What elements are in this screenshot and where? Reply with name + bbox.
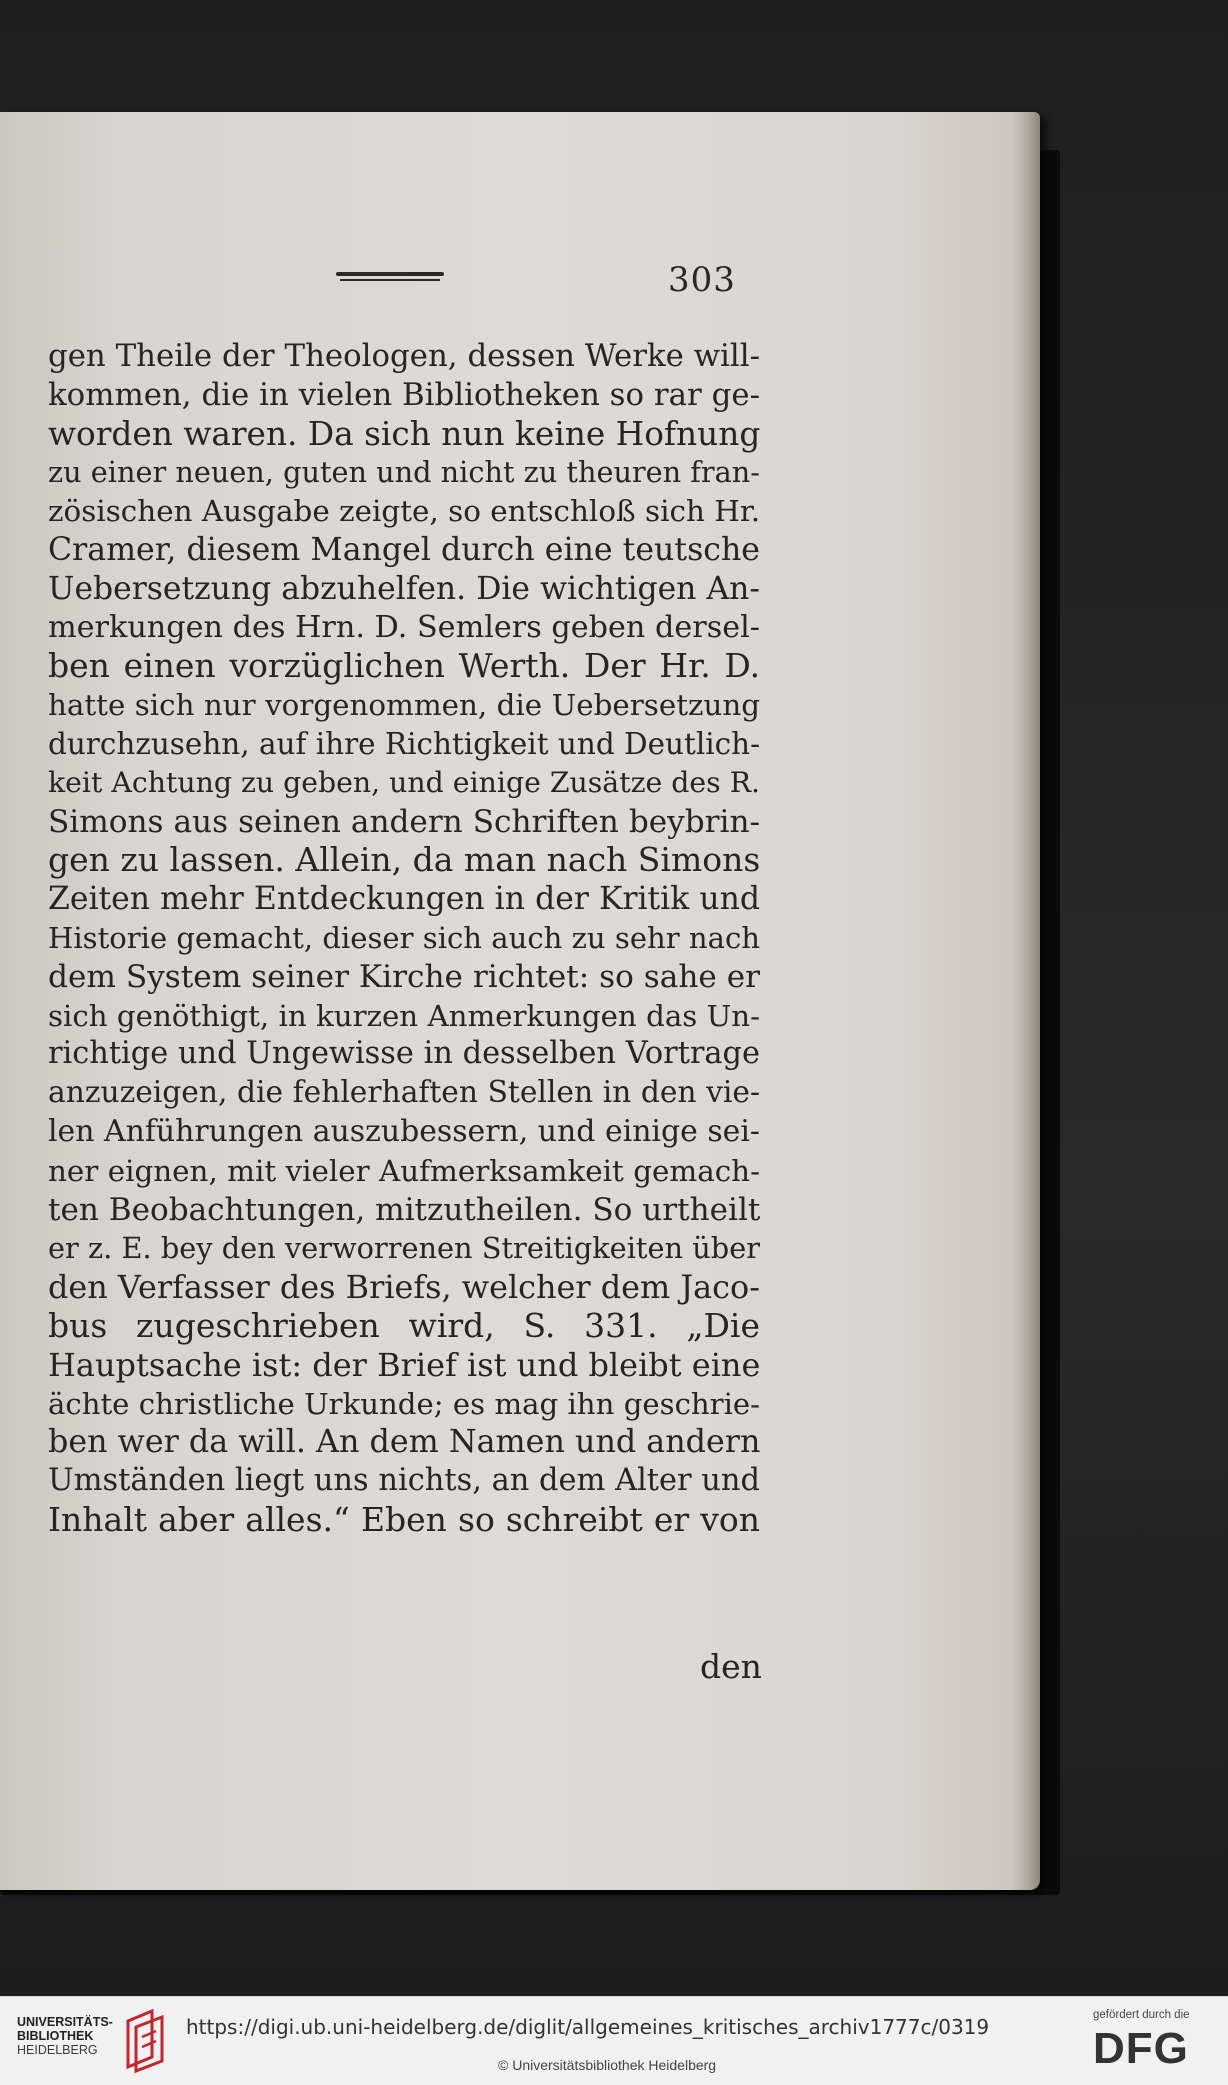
text-line: er z. E. bey den verworrenen Streitigkeiten über [48,1231,760,1266]
text-line: durchzusehn, auf ihre Richtigkeit und Deutlich- [48,726,761,761]
text-line: richtige und Ungewisse in desselben Vortrage [48,1036,760,1072]
text-line: Uebersetzung abzuhelfen. Die wichtigen An- [48,570,760,607]
text-line: kommen, die in vielen Bibliotheken so rar ge- [48,376,760,413]
page-edge [1012,112,1040,1890]
page-number: 303 [668,260,736,300]
text-line: ben wer da will. An dem Namen und andern [48,1424,761,1461]
copyright-notice: © Universitätsbibliothek Heidelberg [498,2057,717,2073]
text-line: Simons aus seinen andern Schriften beybrin- [48,803,760,840]
text-line: keit Achtung zu geben, und einige Zusätze des R. [48,765,761,799]
text-line: worden waren. Da sich nun keine Hofnung [48,414,761,453]
text-line: Inhalt aber alles.“ Eben so schreibt er von [48,1499,760,1539]
text-line: den Verfasser des Briefs, welcher dem Jaco- [48,1268,760,1307]
text-line: dem System seiner Kirche richtet: so sahe er [48,958,761,995]
text-line: bus zugeschrieben wird, S. 331. „Die [48,1305,760,1345]
text-line: ner eignen, mit vieler Aufmerksamkeit gemach- [48,1153,760,1188]
text-line: len Anführungen auszubessern, und einige sei- [48,1113,760,1149]
text-line: merkungen des Hrn. D. Semlers geben dersel- [48,609,760,645]
header-rule [336,272,444,284]
footer-bar [0,1996,1228,2085]
text-line: zösischen Ausgabe zeigte, so entschloß sich Hr. [48,494,761,529]
text-line: Hauptsache ist: der Brief ist und bleibt eine [48,1345,761,1384]
dfg-caption: gefördert durch die [1093,2009,1190,2021]
text-line: gen zu lassen. Allein, da man nach Simons [48,840,761,880]
library-name-line3: HEIDELBERG [17,2043,98,2057]
text-line: ächte christliche Urkunde; es mag ihn geschrie- [48,1386,760,1421]
library-name-line1: UNIVERSITÄTS- [17,2015,113,2029]
text-line: ben einen vorzüglichen Werth. Der Hr. D. [48,646,761,686]
text-line: Zeiten mehr Entdeckungen in der Kritik und [48,881,760,918]
text-line: ten Beobachtungen, mitzutheilen. So urtheilt [48,1191,761,1228]
page-url-link[interactable]: https://digi.ub.uni-heidelberg.de/diglit/allgemeines_kritisches_archiv1777c/0319 [186,2015,990,2039]
text-line: gen Theile der Theologen, dessen Werke will- [48,338,760,374]
text-line: Umständen liegt uns nichts, an dem Alter und [48,1463,760,1499]
dfg-logo[interactable]: DFG [1093,2024,1189,2073]
body-text [48,337,760,1540]
text-line: Historie gemacht, dieser sich auch zu sehr nach [48,920,760,955]
library-name-line2: BIBLIOTHEK [17,2029,94,2043]
text-line: hatte sich nur vorgenommen, die Uebersetzung [48,688,760,723]
library-name[interactable] [17,2015,127,2057]
book-page [0,112,1040,1890]
text-line: anzuzeigen, die fehlerhaften Stellen in den vie- [48,1075,760,1111]
catchword: den [700,1647,762,1686]
text-line: Cramer, diesem Mangel durch eine teutsche [48,531,760,568]
text-line: zu einer neuen, guten und nicht zu theuren fran- [48,455,760,490]
text-line: sich genöthigt, in kurzen Anmerkungen das Un- [48,998,760,1033]
library-logo-icon[interactable] [122,2007,170,2073]
